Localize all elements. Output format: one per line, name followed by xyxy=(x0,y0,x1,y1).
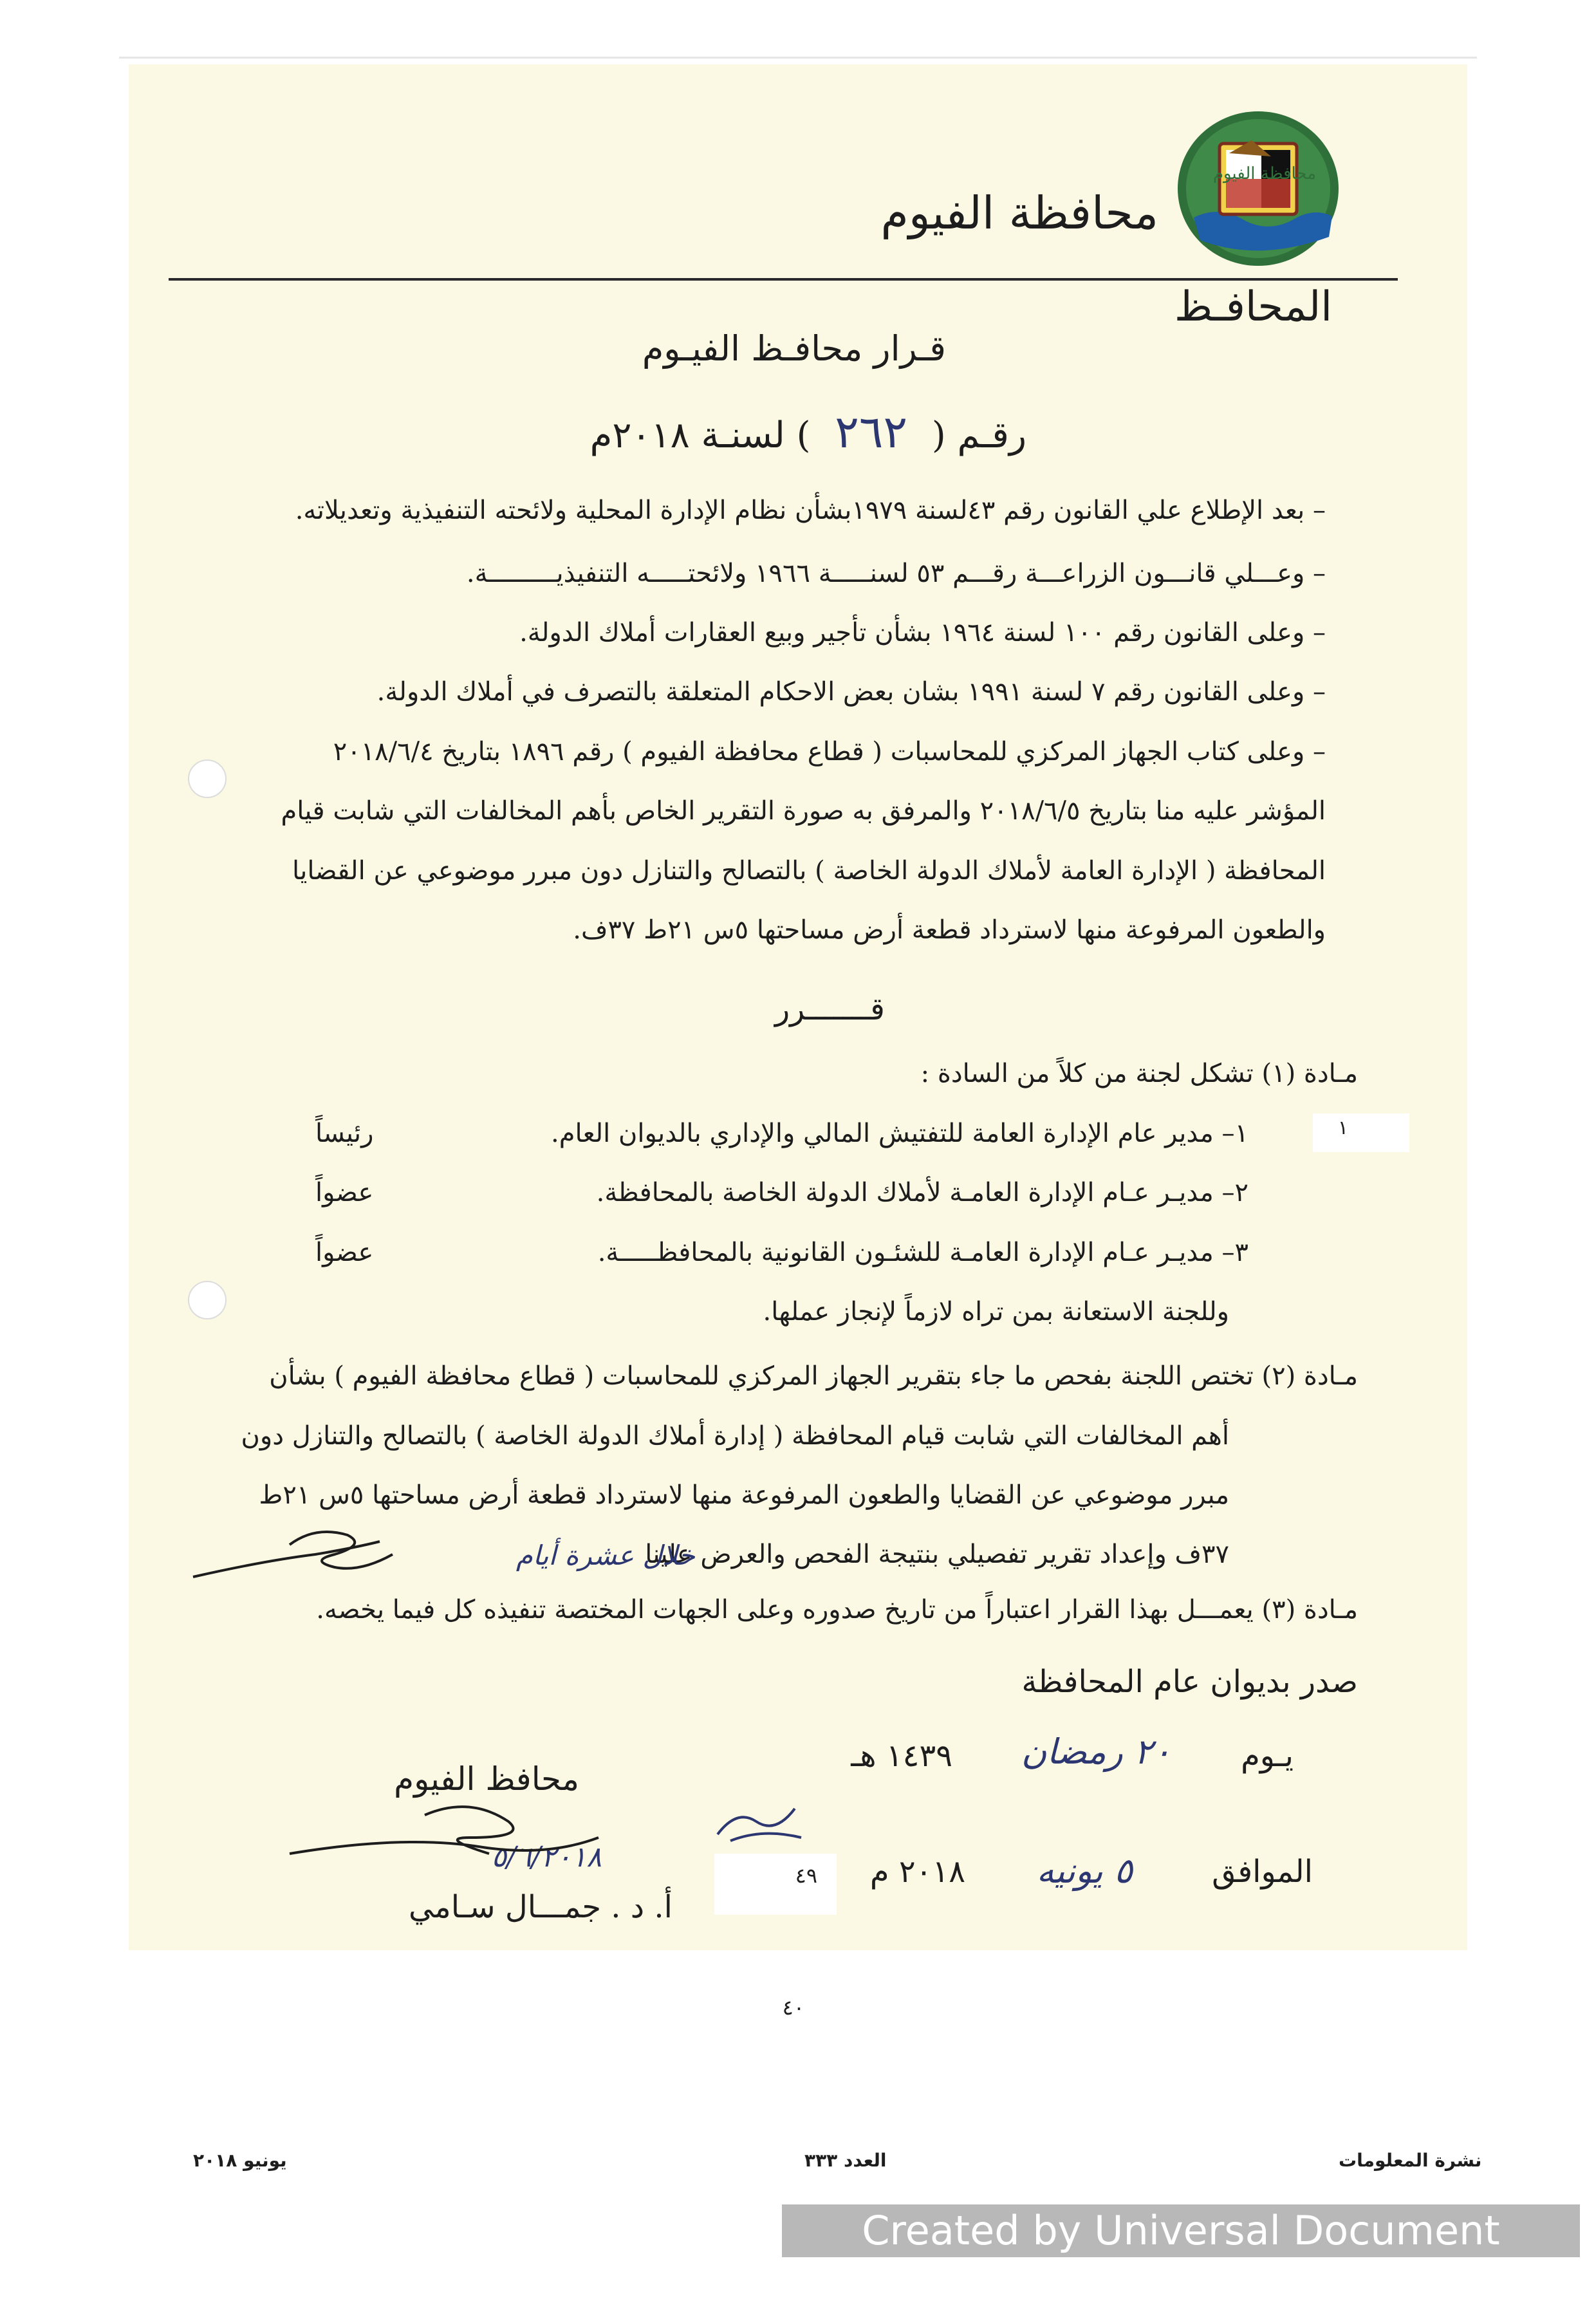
stamp-number: ٤٩ xyxy=(795,1863,817,1888)
preamble-5-line-2: المؤشر عليه منا بتاريخ ٢٠١٨/٦/٥ والمرفق به صورة التقرير الخاص بأهم المخالفات التي شابت قيام xyxy=(281,796,1326,826)
preamble-3: – وعلى القانون رقم ١٠٠ لسنة ١٩٦٤ بشأن تأجير وبيع العقارات أملاك الدولة. xyxy=(519,618,1326,647)
initials-signature-icon xyxy=(187,1516,457,1587)
preamble-1: – بعد الإطلاع علي القانون رقم ٤٣لسنة ١٩٧٩بشأن نظام الإدارة المحلية ولائحته التنفيذية وتعديلاته. xyxy=(295,496,1326,525)
decree-number-prefix: رقـم ( xyxy=(931,414,1026,456)
converter-watermark: Created by Universal Document Converter xyxy=(782,2204,1580,2257)
signatory-name: أ. د . جمـــال سـامي xyxy=(409,1889,673,1925)
article-2-line-1: مـادة (٢) تختص اللجنة بفحص ما جاء بتقرير الجهاز المركزي للمحاسبات ( قطاع محافظة الفيوم ) بشأن xyxy=(269,1361,1358,1391)
margin-patch xyxy=(1313,1113,1409,1152)
article-2-handwritten-addition: خلال عشرة أيام xyxy=(515,1540,695,1571)
preamble-5-line-3: المحافظة ( الإدارة العامة لأملاك الدولة الخاصة ) بالتصالح والتنازل دون مبرر موضوعي عن القضايا xyxy=(292,856,1326,886)
decree-number-line xyxy=(590,405,1026,458)
punch-hole xyxy=(188,1281,227,1319)
preamble-5-line-4: والطعون المرفوعة منها لاسترداد قطعة أرض مساحتها ٥س ٢١ط ٣٧ف. xyxy=(573,915,1326,945)
member-3-role: عضواً xyxy=(315,1238,374,1267)
seal-text: محافظة الفيوم xyxy=(1212,164,1317,183)
preamble-5-line-1: – وعلى كتاب الجهاز المركزي للمحاسبات ( قطاع محافظة الفيوم ) رقم ١٨٩٦ بتاريخ ٢٠١٨/٦/٤ xyxy=(333,737,1326,767)
decree-number: ٢٦٢ xyxy=(835,405,908,458)
top-rule xyxy=(119,57,1477,59)
issued-at: صدر بديوان عام المحافظة xyxy=(1021,1664,1358,1700)
preamble-4: – وعلى القانون رقم ٧ لسنة ١٩٩١ بشان بعض الاحكام المتعلقة بالتصرف في أملاك الدولة. xyxy=(376,677,1326,707)
stamp-patch xyxy=(714,1854,837,1915)
decides-heading: قـــــــرر xyxy=(774,991,885,1027)
fayoum-governorate-seal-icon xyxy=(1174,108,1342,269)
governor-signature-icon xyxy=(277,1776,676,1886)
signatory-handwritten-date: ٥/٦/٢٠١٨ xyxy=(491,1841,602,1874)
article-1-note: وللجنة الاستعانة بمن تراه لازماً لإنجاز عملها. xyxy=(763,1297,1229,1327)
page-number: ٤٠ xyxy=(782,1995,804,2020)
article-3: مـادة (٣) يعمـــل بهذا القرار اعتباراً من تاريخ صدوره وعلى الجهات المختصة تنفيذه كل فيما يخصه. xyxy=(316,1595,1358,1625)
initials-stamp-icon xyxy=(711,1789,814,1854)
footer-date: يونيو ٢٠١٨ xyxy=(193,2150,287,2171)
member-3-text: ٣– مديـر عـام الإدارة العامـة للشئـون القانونية بالمحافظـــــة. xyxy=(597,1238,1248,1267)
article-2-line-3: مبرر موضوعي عن القضايا والطعون المرفوعة منها لاسترداد قطعة أرض مساحتها ٥س ٢١ط xyxy=(259,1480,1229,1510)
member-1-text: ١– مدير عام الإدارة العامة للتفتيش المالي والإداري بالديوان العام. xyxy=(550,1119,1248,1148)
date-gregorian-handwritten: ٥ يونيه xyxy=(1036,1850,1133,1891)
date-hijri-prefix: يـوم xyxy=(1241,1738,1294,1774)
decree-title: قـرار محافـظ الفيـوم xyxy=(642,328,946,369)
member-2-role: عضواً xyxy=(315,1178,374,1207)
article-2-line-2: أهم المخالفات التي شابت قيام المحافظة ( إدارة أملاك الدولة الخاصة ) بالتصالح والتنازل دون xyxy=(241,1421,1229,1451)
governor-label: المحافـظ xyxy=(1174,283,1332,331)
member-1-role: رئيساً xyxy=(315,1119,374,1148)
margin-mark: ١ xyxy=(1337,1117,1348,1139)
date-hijri-year: ١٤٣٩ هـ xyxy=(851,1738,952,1774)
date-gregorian-year: ٢٠١٨ م xyxy=(869,1854,965,1890)
footer-issue: العدد ٣٣٣ xyxy=(804,2150,887,2171)
header-divider xyxy=(169,278,1398,281)
preamble-2: – وعـــلي قانـــون الزراعـــة رقـــم ٥٣ لسنـــــة ١٩٦٦ ولائحتـــــه التنفيذيـــــــــة. xyxy=(466,559,1326,588)
decree-number-suffix: ) لسنـة ٢٠١٨م xyxy=(589,414,811,456)
org-title: محافظة الفيوم xyxy=(880,187,1158,239)
date-hijri-handwritten: ٢٠ رمضان xyxy=(1021,1731,1171,1772)
member-2-text: ٢– مديـر عـام الإدارة العامـة لأملاك الدولة الخاصة بالمحافظة. xyxy=(596,1178,1248,1207)
punch-hole xyxy=(188,759,227,798)
article-2-line-4: ٣٧ف وإعداد تقرير تفصيلي بنتيجة الفحص والعرض علينا xyxy=(645,1540,1229,1569)
signatory-title: محافظ الفيوم xyxy=(394,1760,579,1798)
article-1-label: مـادة (١) تشكل لجنة من كلاً من السادة : xyxy=(920,1059,1358,1088)
date-gregorian-prefix: الموافق xyxy=(1212,1854,1313,1890)
footer-publication: نشرة المعلومات xyxy=(1339,2150,1482,2171)
